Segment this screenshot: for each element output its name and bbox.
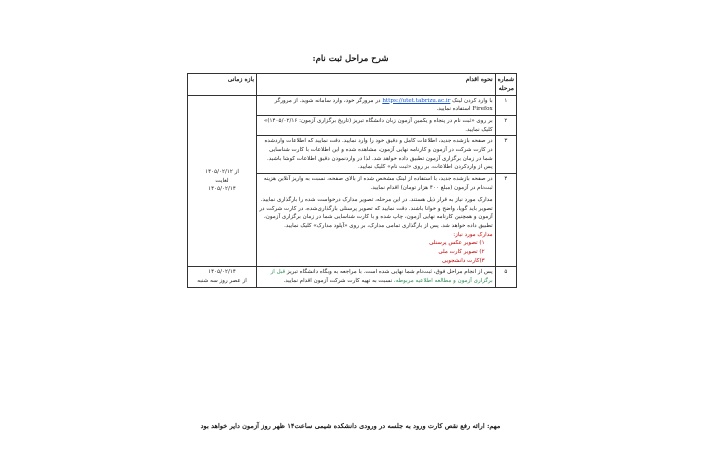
step-number: ۴ <box>495 173 516 267</box>
period-cell-2 <box>188 267 257 287</box>
step-number: ۵ <box>495 267 516 287</box>
table-row <box>188 95 517 115</box>
step-text: در صفحه بازشده جدید، با استفاده از لینک مشخص شده از بالای صفحه، نسبت به واریز آنلاین هزینه ثبت‌نام در آزمون (مبلغ ۴۰۰ هزار تومان) اقدام نمایید. <box>263 175 493 191</box>
step-action: در صفحه بازشده جدید، اطلاعات کامل و دقیق خود را وارد نمایید. دقت نمایید که اطلاعات واردشده در کارت شرکت در آزمون و کارنامه نهایی آزمون، مشاهده شده و این اطلاعات با کارت شناسایی شما در زمان برگزاری آزمون تطبیق داده خواهد شد. لذا در واردنمودن دقیق اطلاعات کوشا باشید. پس از واردکردن اطلاعات، بر روی «ثبت نام» کلیک نمایید. <box>257 136 496 174</box>
step-text: نسبت به تهیه کارت شرکت آزمون اقدام نمایید. <box>283 278 393 285</box>
table-row <box>188 267 517 287</box>
page-title: شرح مراحل ثبت نام: <box>312 54 389 64</box>
step-action <box>257 95 496 115</box>
period-date: ۱۴۰۵/۰۲/۱۴ <box>208 269 236 276</box>
period-cell-1 <box>188 95 257 267</box>
step-text: با وارد کردن لینک <box>452 97 493 104</box>
important-note: مهم: ارائه رفع نقص کارت ورود به جلسه در ورودی دانشکده شیمی ساعت۱۴ ظهر روز آزمون دایر خواهد بود <box>200 422 501 430</box>
header-period: بازه زمانی <box>188 74 257 96</box>
step-number: ۲ <box>495 115 516 135</box>
period-time: از عصر روز سه شنبه <box>197 278 247 285</box>
table-header-row <box>188 74 517 96</box>
step-number: ۳ <box>495 136 516 174</box>
registration-steps-table <box>187 73 517 288</box>
header-action: نحوه اقدام <box>257 74 496 96</box>
required-doc-item: ۳)کارت دانشجویی <box>442 257 485 264</box>
period-end: ۱۴۰۵/۰۲/۱۴ <box>208 186 236 193</box>
step-number: ۱ <box>495 95 516 115</box>
required-doc-item: ۱) تصویر عکس پرسنلی <box>429 240 485 247</box>
registration-link[interactable]: https://utet.tabrizu.ac.ir <box>382 97 451 104</box>
period-separator: لغایت <box>215 177 229 184</box>
step-text: پس از انجام مراحل فوق، ثبت‌نام شما نهایی شده است. با مراجعه به وبگاه دانشگاه تبریز <box>287 269 493 276</box>
period-start: از ۱۴۰۵/۰۲/۱۲ <box>205 169 239 176</box>
header-step-number: شماره مرحله <box>495 74 516 96</box>
green-highlight-text: قبل از برگزاری آزمون و مطالعه اطلاعیه مربوطه، <box>270 269 493 285</box>
step-action: بر روی «ثبت نام در پنجاه و یکمین آزمون زبان دانشگاه تبریز (تاریخ برگزاری آزمون: ۱۴۰۵/۰۲/۱۶)» کلیک نمایید. <box>257 115 496 135</box>
step-text: مدارک مورد نیاز به قرار ذیل هستند. در این مرحله، تصویر مدارک درخواست شده را بارگذاری نمایید. تصویر باید گویا، واضح و خوانا باشند. دقت نمایید که تصویر پرسنلی بارگذاری‌شده، در کارت شرکت در آزمون و همچنین کارنامه نهایی آزمون، چاپ شده و با کارت شناسایی شما در زمان برگزاری آزمون، تطبیق داده خواهد شد. پس از بارگذاری تمامی مدارک، بر روی «آپلود مدارک» کلیک نمایید. <box>259 197 493 230</box>
required-docs-title: مدارک مورد نیاز: <box>453 231 493 238</box>
step-action <box>257 173 496 267</box>
required-doc-item: ۲) تصویر کارت ملی <box>438 249 485 256</box>
step-text: در مرورگر خود، وارد سامانه شوید. از مرورگر Firefox استفاده نمایید. <box>274 97 493 113</box>
step-action <box>257 267 496 287</box>
